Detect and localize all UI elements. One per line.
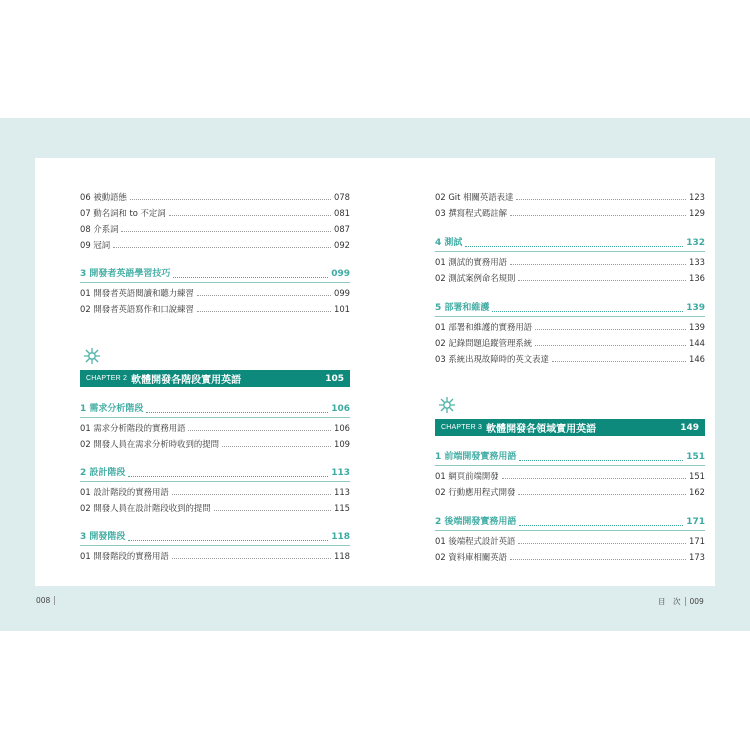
toc-entry[interactable]: 02 記錄問題追蹤管理系統 144 [435, 338, 705, 348]
toc-section-heading[interactable]: 2 後端開發實務用語 171 [435, 517, 705, 527]
section-rule [80, 282, 350, 283]
toc-entry[interactable]: 02 Git 相關英語表達 123 [435, 192, 705, 202]
toc-entry[interactable]: 03 系統出現故障時的英文表達 146 [435, 354, 705, 364]
left-page-toc [80, 158, 350, 586]
section-rule [435, 465, 705, 466]
toc-entry[interactable]: 08 介系詞 087 [80, 224, 350, 234]
section-rule [80, 481, 350, 482]
toc-entry[interactable]: 01 需求分析階段的實務用語 106 [80, 423, 350, 433]
toc-entry[interactable]: 03 撰寫程式碼註解 129 [435, 208, 705, 218]
toc-entry[interactable]: 02 資料庫相關英語 173 [435, 552, 705, 562]
toc-entry[interactable]: 01 部署和維護的實務用語 139 [435, 322, 705, 332]
toc-section-heading[interactable]: 3 開發階段 118 [80, 532, 350, 542]
section-rule [435, 530, 705, 531]
section-rule [435, 316, 705, 317]
section-rule [435, 251, 705, 252]
chapter-2-bar[interactable]: CHAPTER 2 軟體開發各階段實用英語 105 [80, 370, 350, 387]
chapter-ornament-icon [437, 395, 457, 415]
toc-entry[interactable]: 09 冠詞 092 [80, 240, 350, 250]
toc-entry[interactable]: 02 開發人員在設計階段收到的提問 115 [80, 503, 350, 513]
right-page-toc [435, 158, 705, 586]
toc-section-heading[interactable]: 3 開發者英語學習技巧 099 [80, 269, 350, 279]
left-folio: 008 [36, 596, 59, 605]
section-rule [80, 417, 350, 418]
toc-entry[interactable]: 01 後端程式設計英語 171 [435, 536, 705, 546]
toc-entry[interactable]: 02 行動應用程式開發 162 [435, 487, 705, 497]
book-spread [35, 158, 715, 586]
toc-entry[interactable]: 02 開發者英語寫作和口說練習 101 [80, 304, 350, 314]
right-folio: 目 次 009 [658, 597, 704, 606]
toc-entry[interactable]: 01 測試的實務用語 133 [435, 257, 705, 267]
chapter-ornament-icon [82, 346, 102, 366]
toc-entry[interactable]: 02 測試案例命名規則 136 [435, 273, 705, 283]
toc-section-heading[interactable]: 1 需求分析階段 106 [80, 404, 350, 414]
toc-entry[interactable]: 01 開發階段的實務用語 118 [80, 551, 350, 561]
toc-section-heading[interactable]: 2 設計階段 113 [80, 468, 350, 478]
toc-section-heading[interactable]: 4 測試 132 [435, 238, 705, 248]
chapter-3-bar[interactable]: CHAPTER 3 軟體開發各領域實用英語 149 [435, 419, 705, 436]
toc-entry[interactable]: 01 開發者英語閱讀和聽力練習 099 [80, 288, 350, 298]
toc-entry[interactable]: 02 開發人員在需求分析時收到的提問 109 [80, 439, 350, 449]
toc-entry[interactable]: 07 動名詞和 to 不定詞 081 [80, 208, 350, 218]
toc-entry[interactable]: 01 網頁前端開發 151 [435, 471, 705, 481]
section-rule [80, 545, 350, 546]
toc-entry[interactable]: 06 被動語態 078 [80, 192, 350, 202]
toc-entry[interactable]: 01 設計階段的實務用語 113 [80, 487, 350, 497]
toc-section-heading[interactable]: 1 前端開發實務用語 151 [435, 452, 705, 462]
toc-section-heading[interactable]: 5 部署和維護 139 [435, 303, 705, 313]
